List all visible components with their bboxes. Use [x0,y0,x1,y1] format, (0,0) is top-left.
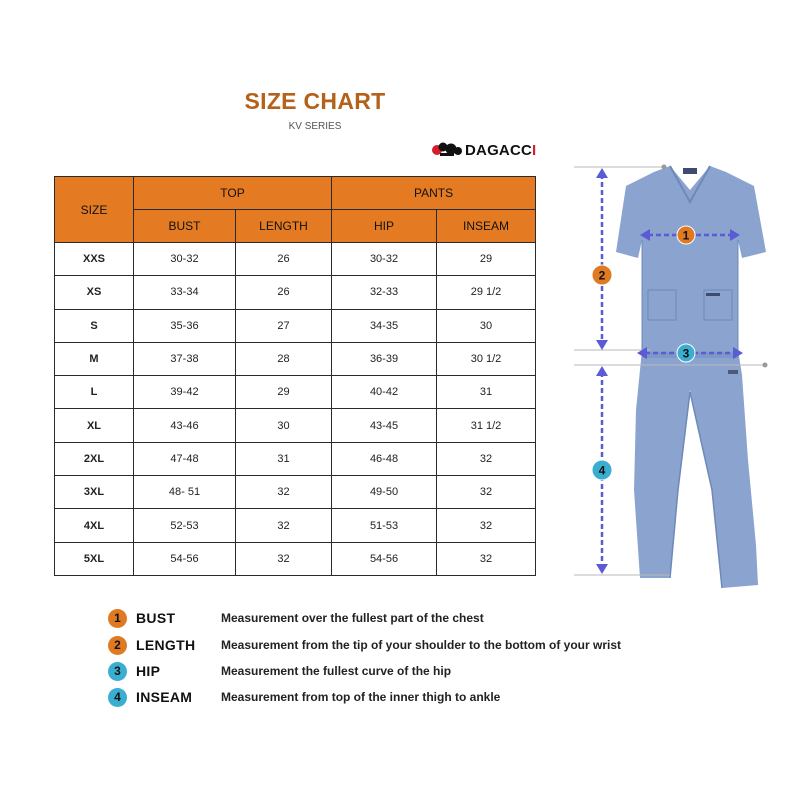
table-row [55,542,536,575]
size-cell: XXS [55,243,134,276]
legend-term-bust: BUST [136,610,176,626]
marker-4-label: 4 [598,463,606,478]
legend-item-bust [108,608,484,628]
table-row [55,276,536,309]
table-row [55,243,536,276]
bust-cell: 48- 51 [134,476,236,509]
size-cell: M [55,342,134,375]
inseam-cell: 32 [437,542,536,575]
inseam-cell: 30 [437,309,536,342]
length-cell: 26 [236,243,332,276]
size-table [54,176,536,576]
marker-1 [677,226,695,244]
legend-item-hip [108,661,452,681]
table-row [55,309,536,342]
scrubs-pants [634,348,758,588]
inseam-cell: 29 [437,243,536,276]
page-title: SIZE CHART [244,88,386,114]
length-cell: 31 [236,442,332,475]
marker-4 [592,460,612,480]
brand-name-accent: I [532,141,537,159]
hip-cell: 32-33 [332,276,437,309]
inseam-cell: 31 1/2 [437,409,536,442]
legend-badge-4: 4 [108,688,127,707]
hip-cell: 51-53 [332,509,437,542]
guide-dot-hip [763,363,768,368]
size-cell: XL [55,409,134,442]
bust-cell: 47-48 [134,442,236,475]
size-cell: 5XL [55,542,134,575]
length-cell: 32 [236,542,332,575]
length-cell: 30 [236,409,332,442]
length-column-header: LENGTH [236,210,332,243]
legend-badge-1: 1 [108,609,127,628]
inseam-cell: 31 [437,376,536,409]
hip-cell: 46-48 [332,442,437,475]
hip-cell: 40-42 [332,376,437,409]
inseam-column-header: INSEAM [437,210,536,243]
brand-name-main: DAGACC [465,141,533,159]
legend-badge-3: 3 [108,662,127,681]
size-column-header: SIZE [55,177,134,243]
table-row [55,442,536,475]
size-cell: XS [55,276,134,309]
bust-cell: 54-56 [134,542,236,575]
marker-2-label: 2 [598,268,606,283]
table-row [55,376,536,409]
bust-cell: 52-53 [134,509,236,542]
scrubs-figure [570,160,800,590]
size-cell: S [55,309,134,342]
marker-3 [677,344,695,362]
length-cell: 32 [236,476,332,509]
bust-column-header: BUST [134,210,236,243]
marker-2 [592,265,612,285]
bust-cell: 39-42 [134,376,236,409]
hip-cell: 36-39 [332,342,437,375]
legend-term-inseam: INSEAM [136,689,193,705]
size-cell: 4XL [55,509,134,542]
bust-cell: 30-32 [134,243,236,276]
marker-1-label: 1 [682,228,690,243]
legend-term-length: LENGTH [136,637,196,653]
brand-name [465,142,536,159]
table-row [55,509,536,542]
scrubs-top [616,166,766,352]
size-cell: L [55,376,134,409]
legend-term-hip: HIP [136,663,161,679]
bust-cell: 33-34 [134,276,236,309]
length-cell: 28 [236,342,332,375]
legend-desc-inseam: Measurement from top of the inner thigh to ankle [221,690,501,704]
inseam-cell: 32 [437,509,536,542]
length-cell: 32 [236,509,332,542]
length-cell: 27 [236,309,332,342]
hip-cell: 34-35 [332,309,437,342]
hip-cell: 30-32 [332,243,437,276]
legend-desc-hip: Measurement the fullest curve of the hip [221,664,452,678]
inseam-cell: 30 1/2 [437,342,536,375]
top-group-header: TOP [134,177,332,210]
legend-badge-2: 2 [108,636,127,655]
table-row [55,342,536,375]
guide-dot-shoulder [662,165,667,170]
bust-cell: 37-38 [134,342,236,375]
size-cell: 3XL [55,476,134,509]
hip-column-header: HIP [332,210,437,243]
brand-logo-icon [430,139,464,161]
brand-logo [430,138,540,162]
legend-desc-bust: Measurement over the fullest part of the chest [221,611,484,625]
table-row [55,476,536,509]
bust-cell: 35-36 [134,309,236,342]
length-cell: 26 [236,276,332,309]
legend-item-inseam [108,687,501,707]
legend-desc-length: Measurement from the tip of your shoulder to the bottom of your wrist [221,638,622,652]
hip-cell: 49-50 [332,476,437,509]
length-cell: 29 [236,376,332,409]
marker-3-label: 3 [682,346,690,361]
size-cell: 2XL [55,442,134,475]
pants-group-header: PANTS [332,177,536,210]
inseam-cell: 32 [437,476,536,509]
series-subtitle: KV SERIES [288,121,342,132]
legend-item-length [108,635,622,655]
bust-cell: 43-46 [134,409,236,442]
inseam-cell: 32 [437,442,536,475]
hip-cell: 54-56 [332,542,437,575]
hip-cell: 43-45 [332,409,437,442]
table-row [55,409,536,442]
inseam-cell: 29 1/2 [437,276,536,309]
